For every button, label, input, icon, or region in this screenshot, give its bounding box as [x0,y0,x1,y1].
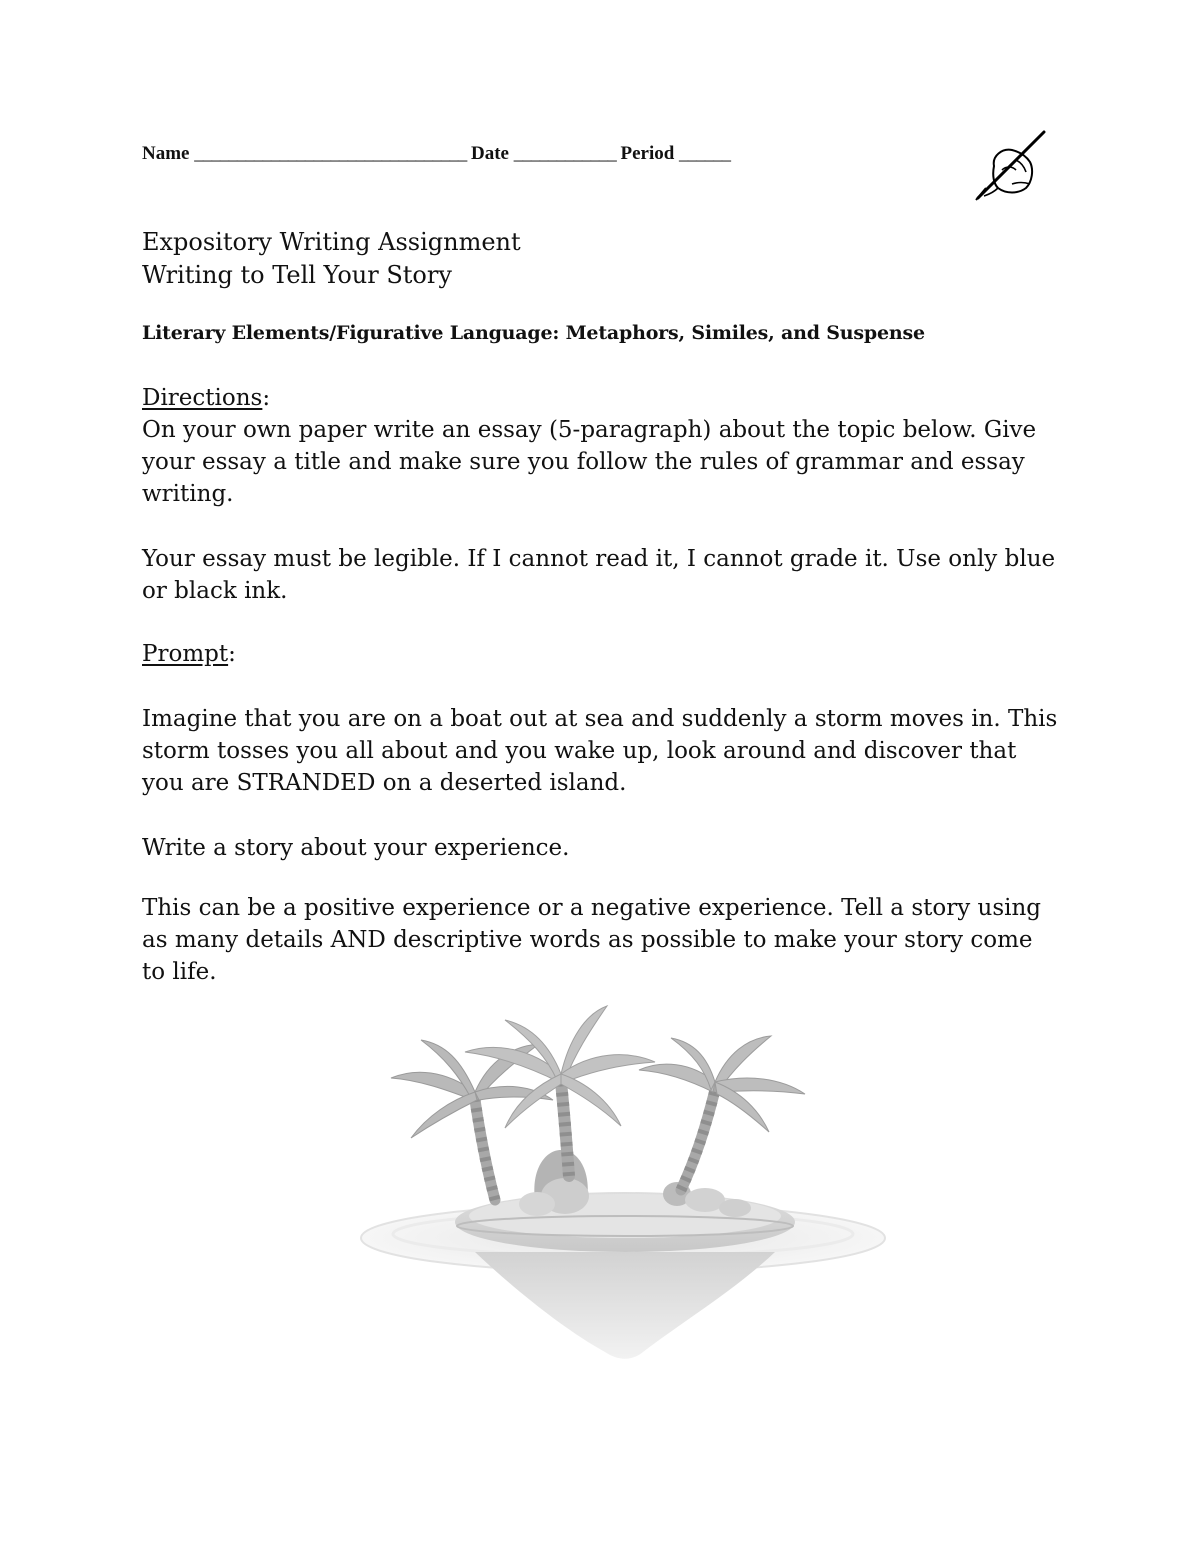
period-label: Period [620,143,675,164]
directions-colon: : [262,385,271,411]
tropical-island-illustration [355,1000,895,1370]
prompt-scenario-paragraph: Imagine that you are on a boat out at sea and suddenly a storm moves in. This storm tosses you all about and you wake up, look around and discover that you are STRANDED on a deserted island. [142,706,1058,796]
literary-elements-line: Literary Elements/Figurative Language: Metaphors, Similes, and Suspense [142,322,925,344]
directions-paragraph: On your own paper write an essay (5-paragraph) about the topic below. Give your essay a title and make sure you follow the rules of grammar and essay writing. [142,417,1037,507]
directions-heading [142,382,1062,414]
prompt-heading [142,638,1062,670]
date-blank: ____________ [513,143,616,164]
prompt-colon: : [228,641,236,667]
name-blank: ________________________________ [194,143,467,164]
legibility-paragraph: Your essay must be legible. If I cannot read it, I cannot grade it. Use only blue or black ink. [142,546,1056,604]
date-label: Date [470,143,509,164]
directions-heading-text: Directions [142,385,263,411]
student-info-line [142,143,942,165]
hand-writing-with-pen-icon [972,126,1052,202]
name-label: Name [142,143,190,164]
prompt-task-paragraph: Write a story about your experience. [142,835,570,861]
prompt-heading-text: Prompt [142,641,229,667]
title-line-1: Expository Writing Assignment [142,228,521,256]
assignment-title [142,226,521,292]
period-blank: ______ [679,143,731,164]
prompt-details-paragraph: This can be a positive experience or a negative experience. Tell a story using as many details AND descriptive words as possible to make your story come to life. [142,895,1042,985]
title-line-2: Writing to Tell Your Story [142,261,452,289]
